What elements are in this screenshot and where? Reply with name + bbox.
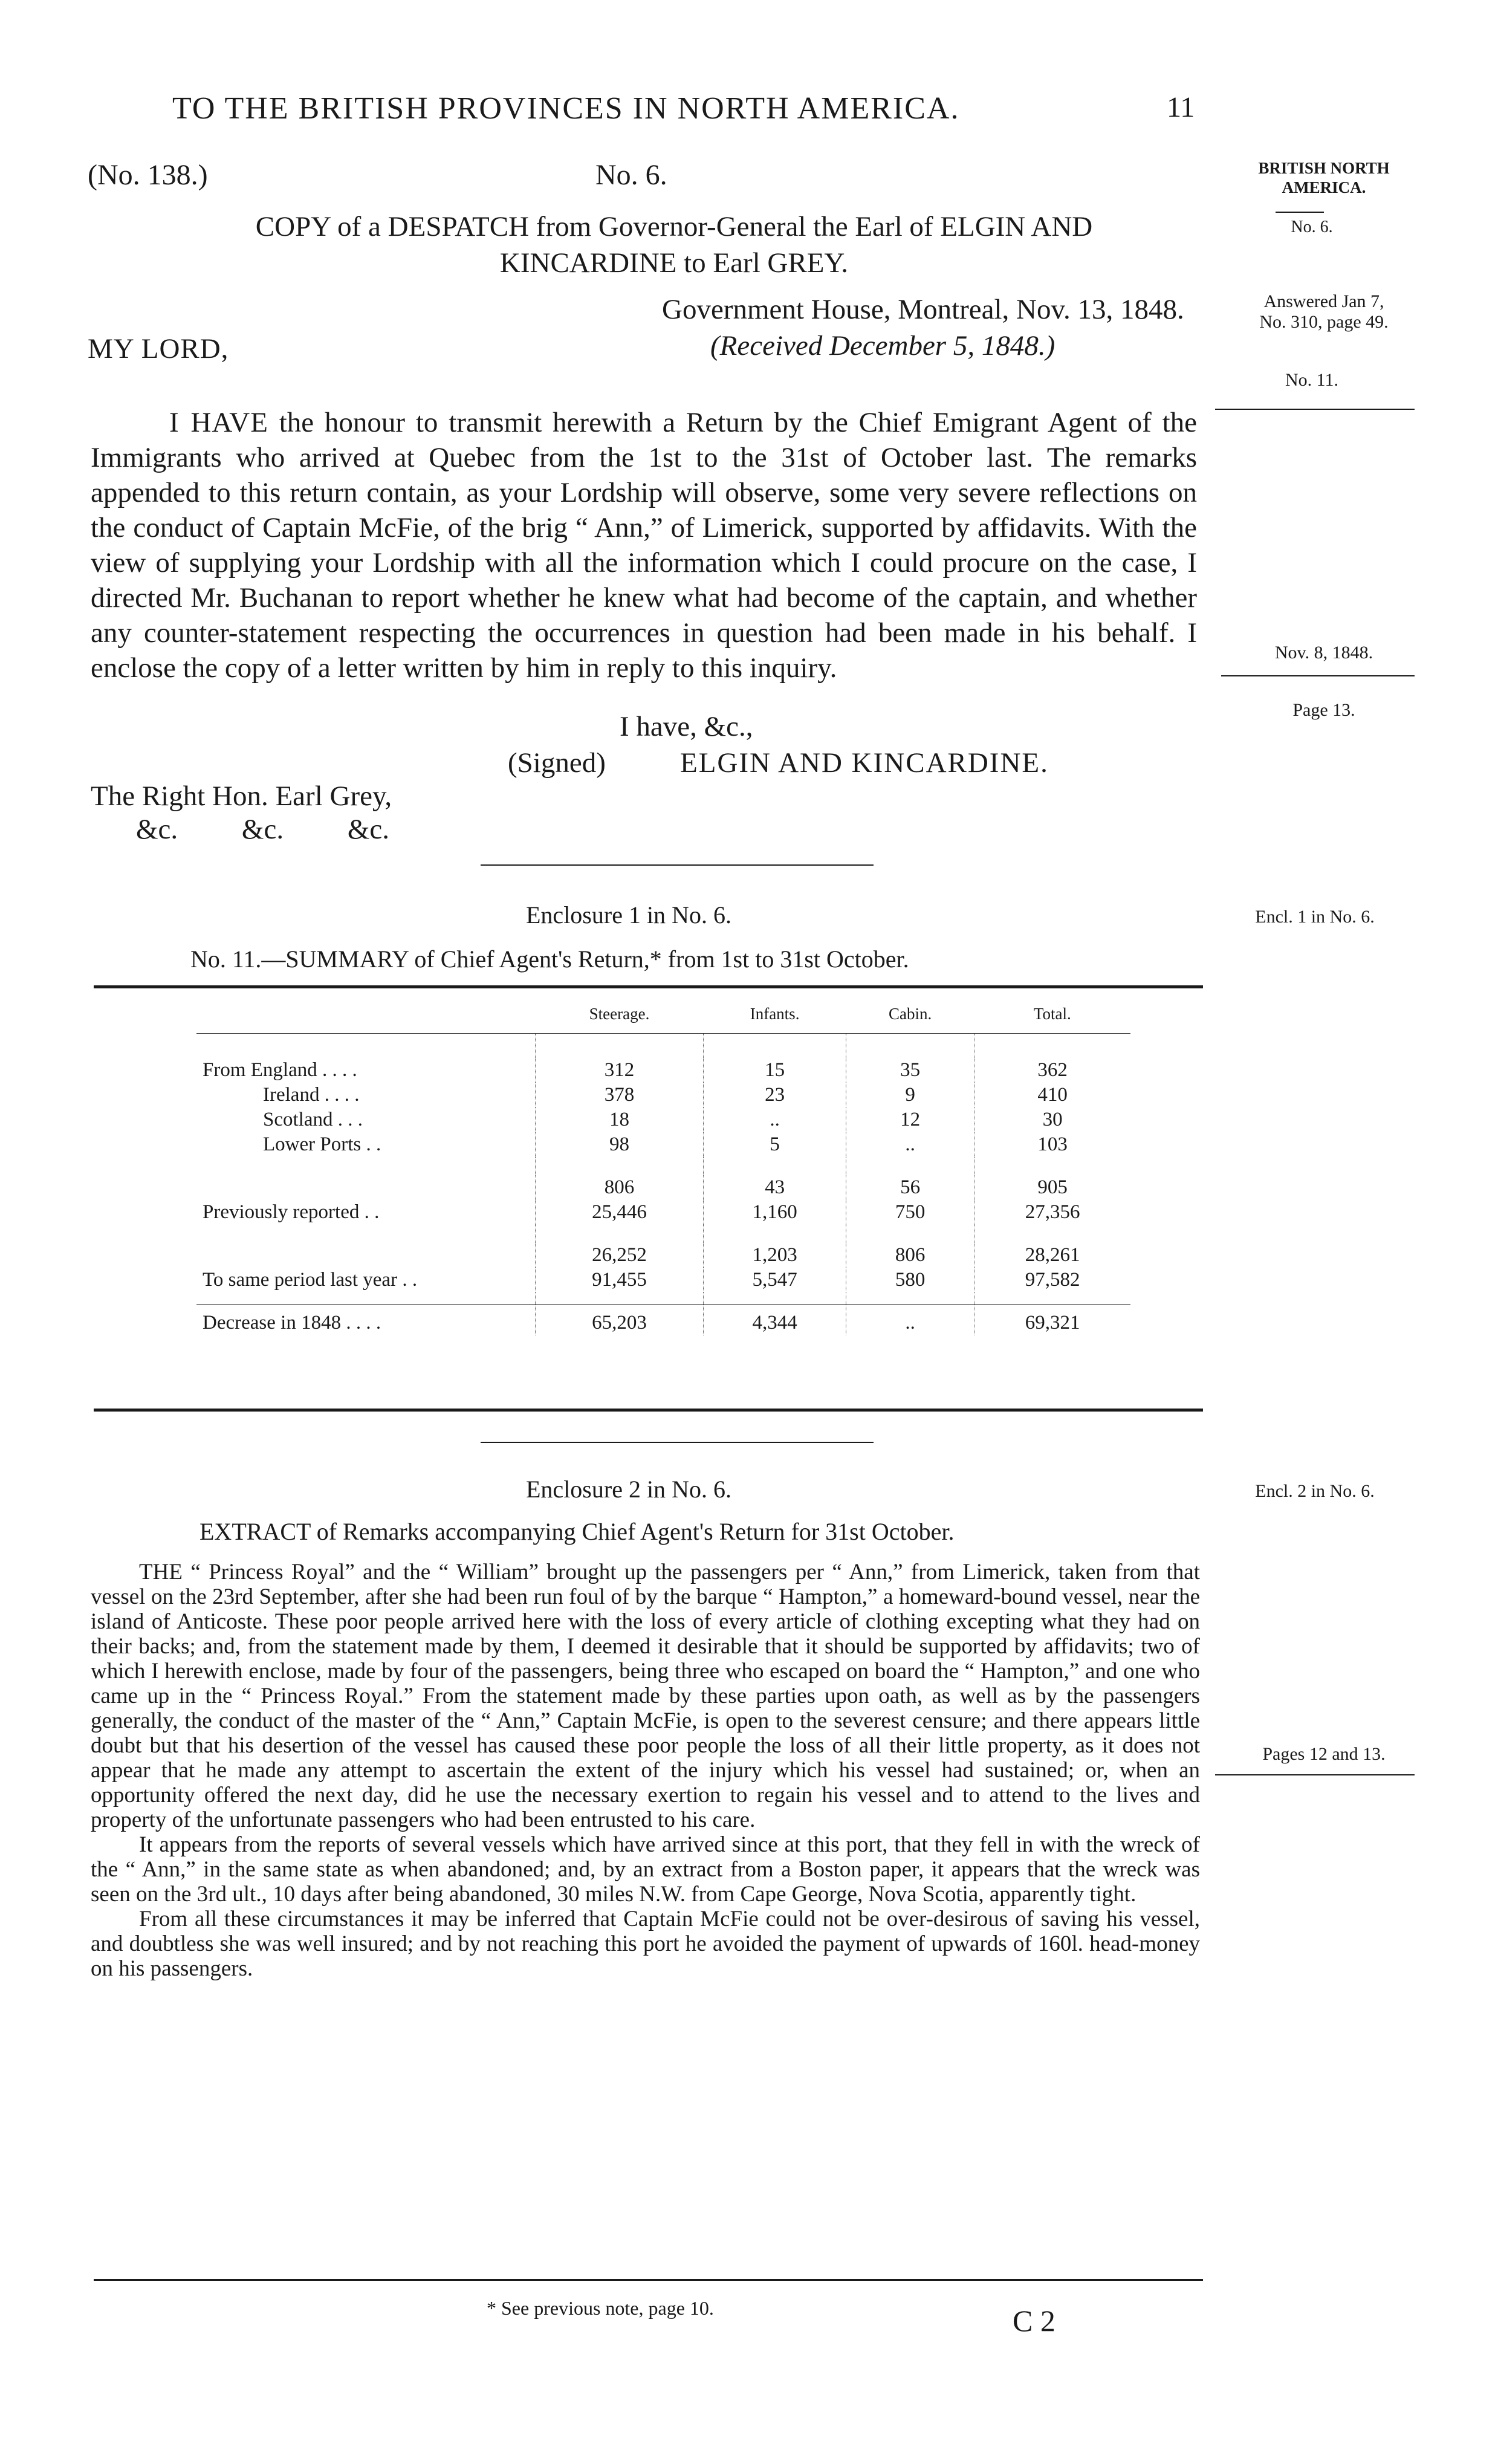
- table-row: [196, 1175, 1130, 1200]
- cell-steerage: 806: [536, 1175, 704, 1200]
- paragraph-1: THE “ Princess Royal” and the “ William” brought up the passengers per “ Ann,” from Limerick, taken from that vessel on the 23rd September, after she had been run foul of by the barque “ Hampton,” a homeward-bound vessel, near the island of Anticoste. These poor people arrived here with the loss of every article of clothing excepting what they had on their backs; and, from the statement made by them, I deemed it desirable that it should be supported by affidavits; two of which I herewith enclose, made by four of the passengers, being three who escaped on board the “ Hampton,” and one who came up in the “ Princess Royal.” From the statement made by these parties upon oath, as well as by the passengers generally, the conduct of the master of the “ Ann,” Captain McFie, is open to the severest censure; and there appears little doubt but that his desertion of the vessel has caused these poor people the loss of all their little property, as it does not appear that he made any attempt to ascertain the extent of the injury which his vessel had sustained; or, when an opportunity offered the next day, did he use the necessary exertion to regain his vessel and to attend to the lives and property of the unfortunate passengers who had been entrusted to his care.: [91, 1560, 1200, 1832]
- margin-rule: [1276, 212, 1324, 213]
- row-label: [196, 1243, 536, 1268]
- cell-total: 69,321: [974, 1305, 1130, 1336]
- margin-region: BRITISH NORTH AMERICA.: [1258, 159, 1390, 196]
- cell-total: 103: [974, 1132, 1130, 1157]
- col-total: Total.: [974, 994, 1130, 1034]
- addressee-line2: &c. &c. &c.: [136, 814, 390, 845]
- cell-cabin: 12: [846, 1107, 974, 1132]
- row-label: Decrease in 1848 . . . .: [203, 1312, 381, 1334]
- section-divider-2: [481, 1442, 874, 1443]
- cell-steerage: 378: [536, 1083, 704, 1107]
- cell-total: 905: [974, 1175, 1130, 1200]
- enclosure2-body: [91, 1560, 1200, 1981]
- table-row: [196, 1268, 1130, 1292]
- row-label: From England . . . .: [203, 1059, 357, 1081]
- col-infants: Infants.: [703, 994, 846, 1034]
- despatch-sub-number: No. 6.: [595, 159, 667, 191]
- cell-cabin: 750: [846, 1200, 974, 1225]
- cell-steerage: 65,203: [536, 1305, 704, 1336]
- row-label: Previously reported . .: [203, 1201, 380, 1223]
- table-row: [196, 1200, 1130, 1225]
- margin-page13: Page 13.: [1292, 700, 1355, 720]
- col-cabin: Cabin.: [846, 994, 974, 1034]
- row-label: [196, 1175, 536, 1200]
- salutation: MY LORD,: [88, 333, 229, 365]
- margin-answered: [1215, 291, 1433, 332]
- addressee-line1: The Right Hon. Earl Grey,: [91, 780, 392, 812]
- cell-steerage: 91,455: [536, 1268, 704, 1292]
- summary-table: [196, 994, 1130, 1335]
- body-first-words: I HAVE: [169, 407, 268, 438]
- margin-rule-3: [1221, 675, 1415, 676]
- enclosure1-heading: Enclosure 1 in No. 6.: [526, 901, 731, 929]
- cell-cabin: ..: [846, 1132, 974, 1157]
- cell-infants: 4,344: [703, 1305, 846, 1336]
- cell-cabin: 806: [846, 1243, 974, 1268]
- place-date: Government House, Montreal, Nov. 13, 1848.: [662, 294, 1184, 325]
- signed-label: (Signed): [508, 747, 606, 779]
- footnote-rule: [94, 2279, 1203, 2281]
- cell-cabin: 35: [846, 1058, 974, 1083]
- cell-steerage: 18: [536, 1107, 704, 1132]
- margin-nov8: Nov. 8, 1848.: [1274, 643, 1373, 663]
- table-top-rule: [94, 985, 1203, 988]
- cell-total: 410: [974, 1083, 1130, 1107]
- cell-steerage: 312: [536, 1058, 704, 1083]
- enclosure2-title: EXTRACT of Remarks accompanying Chief Agent's Return for 31st October.: [199, 1518, 955, 1545]
- cell-infants: 5,547: [703, 1268, 846, 1292]
- enclosure1-title: No. 11.—SUMMARY of Chief Agent's Return,* from 1st to 31st October.: [190, 945, 909, 973]
- cell-total: 28,261: [974, 1243, 1130, 1268]
- cell-cabin: 580: [846, 1268, 974, 1292]
- row-label: Ireland . . . .: [263, 1083, 360, 1106]
- table-row: [196, 1132, 1130, 1157]
- table-bottom-rule: [94, 1409, 1203, 1412]
- body-text: the honour to transmit herewith a Return by the Chief Emigrant Agent of the Immigrants who arrived at Quebec from the 1st to the 31st of October last. The remarks appended to this return contain, as your Lordship will observe, some very severe reflections on the conduct of Captain McFie, of the brig “ Ann,” of Limerick, supported by affidavits. With the view of supplying your Lordship with all the information which I could procure on the case, I directed Mr. Buchanan to report whether he knew what had become of the captain, and whether any counter-statement respecting the occurrences in question had been made in his behalf. I enclose the copy of a letter written by him in reply to this inquiry.: [91, 407, 1197, 684]
- cell-infants: 23: [703, 1083, 846, 1107]
- despatch-title-line1: COPY of a DESPATCH from Governor-General the Earl of ELGIN AND: [255, 211, 1093, 242]
- cell-total: 27,356: [974, 1200, 1130, 1225]
- paragraph-3: From all these circumstances it may be inferred that Captain McFie could not be over-desirous of saving his vessel, and doubtless she was well insured; and by not reaching this port he avoided the payment of upwards of 160l. head-money on his passengers.: [91, 1907, 1200, 1981]
- table-row: [196, 1243, 1130, 1268]
- margin-encl2: Encl. 2 in No. 6.: [1255, 1481, 1375, 1501]
- cell-steerage: 25,446: [536, 1200, 704, 1225]
- row-label: To same period last year . .: [203, 1268, 418, 1291]
- signature-mark: C 2: [1013, 2304, 1055, 2338]
- signer: ELGIN AND KINCARDINE.: [680, 747, 1049, 779]
- margin-no11: No. 11.: [1285, 370, 1339, 390]
- cell-total: 97,582: [974, 1268, 1130, 1292]
- cell-infants: 43: [703, 1175, 846, 1200]
- table-row: [196, 1107, 1130, 1132]
- cell-cabin: ..: [846, 1305, 974, 1336]
- table-row: [196, 1083, 1130, 1107]
- cell-infants: 1,160: [703, 1200, 846, 1225]
- despatch-number: (No. 138.): [88, 159, 208, 191]
- cell-cabin: 56: [846, 1175, 974, 1200]
- table-row: [196, 1058, 1130, 1083]
- margin-rule-2: [1215, 409, 1415, 410]
- margin-no: No. 6.: [1291, 218, 1333, 236]
- received-date: (Received December 5, 1848.): [710, 330, 1055, 361]
- enclosure2-heading: Enclosure 2 in No. 6.: [526, 1476, 731, 1503]
- summary-header-row: [196, 994, 1130, 1034]
- cell-infants: 1,203: [703, 1243, 846, 1268]
- cell-infants: 5: [703, 1132, 846, 1157]
- cell-cabin: 9: [846, 1083, 974, 1107]
- page-number: 11: [1167, 91, 1195, 123]
- margin-pages: Pages 12 and 13.: [1262, 1744, 1386, 1764]
- cell-total: 30: [974, 1107, 1130, 1132]
- cell-steerage: 98: [536, 1132, 704, 1157]
- margin-answered-line1: Answered Jan 7,: [1263, 291, 1384, 311]
- despatch-body: [91, 405, 1197, 686]
- despatch-title: [136, 209, 1212, 281]
- cell-infants: 15: [703, 1058, 846, 1083]
- cell-steerage: 26,252: [536, 1243, 704, 1268]
- closing: I have, &c.,: [620, 711, 753, 742]
- footnote: * See previous note, page 10.: [487, 2297, 714, 2319]
- col-steerage: Steerage.: [536, 994, 704, 1034]
- margin-answered-line2: No. 310, page 49.: [1259, 312, 1389, 332]
- cell-infants: ..: [703, 1107, 846, 1132]
- summary-header-blank: [196, 994, 536, 1034]
- row-label: Lower Ports . .: [263, 1133, 381, 1155]
- despatch-title-line2: KINCARDINE to Earl GREY.: [499, 247, 849, 279]
- margin-rule-4: [1215, 1774, 1415, 1775]
- table-row: [196, 1305, 1130, 1336]
- margin-encl1: Encl. 1 in No. 6.: [1255, 907, 1375, 927]
- paragraph-2: It appears from the reports of several vessels which have arrived since at this port, that they fell in with the wreck of the “ Ann,” in the same state as when abandoned; and, by an extract from a Boston paper, it appears that the wreck was seen on the 3rd ult., 10 days after being abandoned, 30 miles N.W. from Cape George, Nova Scotia, apparently tight.: [91, 1832, 1200, 1907]
- cell-total: 362: [974, 1058, 1130, 1083]
- row-label: Scotland . . .: [263, 1108, 363, 1130]
- running-title: TO THE BRITISH PROVINCES IN NORTH AMERICA.: [172, 91, 960, 126]
- section-divider: [481, 864, 874, 866]
